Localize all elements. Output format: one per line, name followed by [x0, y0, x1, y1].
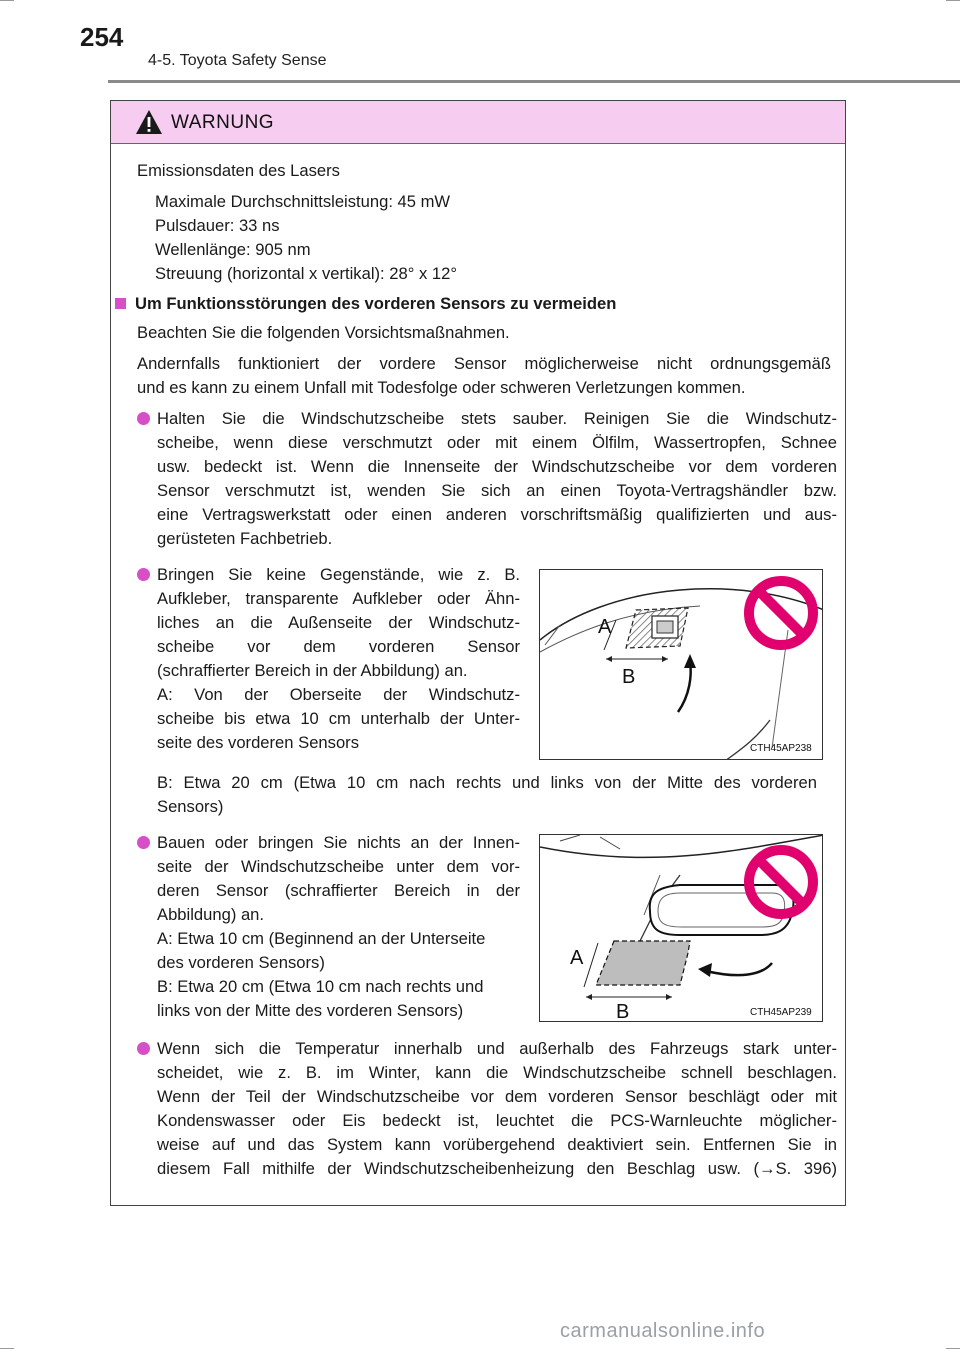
bullet3-line: Bauen oder bringen Sie nichts an der Innen-: [157, 833, 520, 852]
warning-triangle-icon: [135, 109, 163, 135]
bullet-dot-icon: [137, 1042, 150, 1055]
section-intro: Beachten Sie die folgenden Vorsichtsmaßnahmen.: [137, 323, 510, 342]
figure-label-a: A: [598, 616, 612, 638]
page-header: [0, 0, 960, 85]
warning-header: [111, 101, 845, 144]
figure-label-b: B: [616, 1001, 630, 1022]
header-rule: [108, 80, 960, 83]
bullet3-line: deren Sensor (schraffierter Bereich in der: [157, 881, 520, 900]
bullet-dot-icon: [137, 836, 150, 849]
warning-box: [110, 100, 846, 1206]
figure-code: CTH45AP238: [750, 743, 812, 754]
section-para-line: Andernfalls funktioniert der vordere Sensor möglicherweise nicht ordnungsgemäß: [137, 354, 831, 373]
page-number: 254: [80, 22, 124, 52]
watermark: carmanualsonline.info: [560, 1320, 766, 1342]
bullet-dot-icon: [137, 412, 150, 425]
laser-line: Pulsdauer: 33 ns: [155, 216, 280, 235]
bullet2-line: A: Von der Oberseite der Windschutz-: [157, 685, 520, 704]
bullet3-line: des vorderen Sensors): [157, 953, 325, 972]
figure-code: CTH45AP239: [750, 1007, 812, 1018]
bullet1-line: gerüsteten Fachbetrieb.: [157, 529, 333, 548]
laser-line: Wellenlänge: 905 nm: [155, 240, 311, 259]
bullet2-line: Bringen Sie keine Gegenstände, wie z. B.: [157, 565, 520, 584]
figure-label-a: A: [570, 947, 584, 969]
bullet4-line: diesem Fall mithilfe der Windschutzscheibenheizung den Beschlag usw. (→S. 396): [157, 1159, 837, 1178]
bullet-dot-icon: [137, 568, 150, 581]
bullet1-line: usw. bedeckt ist. Wenn die Innenseite der Windschutzscheibe vor dem vorderen: [157, 457, 837, 476]
bullet2-line: scheibe vor dem vorderen Sensor: [157, 637, 520, 656]
prohibition-icon: [742, 574, 820, 652]
bullet1-line: Halten Sie die Windschutzscheibe stets sauber. Reinigen Sie die Windschutz-: [157, 409, 837, 428]
bullet2-cont-line: B: Etwa 20 cm (Etwa 10 cm nach rechts und links von der Mitte des vorderen: [157, 773, 817, 792]
section-title: 4-5. Toyota Safety Sense: [148, 52, 327, 69]
bullet1-line: Sensor verschmutzt ist, wenden Sie sich an einen Toyota-Vertragshändler bzw.: [157, 481, 837, 500]
warning-title: WARNUNG: [171, 112, 275, 133]
bullet4-line: weise auf und das System kann vorübergehend deaktiviert sein. Entfernen Sie in: [157, 1135, 837, 1154]
bullet1-line: scheibe, wenn diese verschmutzt oder mit einem Ölfilm, Wassertropfen, Schnee: [157, 433, 837, 452]
bullet4-line: Kondenswasser oder Eis bedeckt ist, leuchtet die PCS-Warnleuchte möglicher-: [157, 1111, 837, 1130]
bullet2-cont-line: Sensors): [157, 797, 224, 816]
bullet2-line: Aufkleber, transparente Aufkleber oder Ähn-: [157, 589, 520, 608]
section-square-icon: [115, 298, 126, 309]
bullet3-line: A: Etwa 10 cm (Beginnend an der Unterseite: [157, 929, 486, 948]
bullet2-line: liches an die Außenseite der Windschutz-: [157, 613, 520, 632]
bullet2-line: (schraffierter Bereich in der Abbildung) an.: [157, 661, 468, 680]
bullet1-line: eine Vertragswerkstatt oder einen anderen vorschriftsmäßig qualifizierten und aus-: [157, 505, 837, 524]
section-heading: Um Funktionsstörungen des vorderen Sensors zu vermeiden: [135, 294, 617, 313]
prohibition-icon: [742, 843, 820, 921]
bullet4-line: Wenn sich die Temperatur innerhalb und außerhalb des Fahrzeugs stark unter-: [157, 1039, 837, 1058]
bullet3-line: links von der Mitte des vorderen Sensors): [157, 1001, 464, 1020]
laser-heading: Emissionsdaten des Lasers: [137, 161, 340, 180]
laser-line: Streuung (horizontal x vertikal): 28° x 12°: [155, 264, 457, 283]
figure-label-b: B: [622, 666, 636, 688]
figure-sensor-outside: [539, 569, 823, 760]
section-para-line: und es kann zu einem Unfall mit Todesfolge oder schweren Verletzungen kommen.: [137, 378, 746, 397]
figure-sensor-inside: [539, 834, 823, 1022]
bullet3-line: Abbildung) an.: [157, 905, 265, 924]
bullet4-line: Wenn der Teil der Windschutzscheibe vor dem vorderen Sensor beschlägt oder mit: [157, 1087, 837, 1106]
bullet2-line: scheibe bis etwa 10 cm unterhalb der Unter-: [157, 709, 520, 728]
bullet3-line: seite der Windschutzscheibe unter dem vor-: [157, 857, 520, 876]
bullet4-line: scheidet, wie z. B. im Winter, kann die Windschutzscheibe schnell beschlagen.: [157, 1063, 837, 1082]
bullet2-line: seite des vorderen Sensors: [157, 733, 360, 752]
bullet3-line: B: Etwa 20 cm (Etwa 10 cm nach rechts und: [157, 977, 484, 996]
laser-line: Maximale Durchschnittsleistung: 45 mW: [155, 192, 451, 211]
